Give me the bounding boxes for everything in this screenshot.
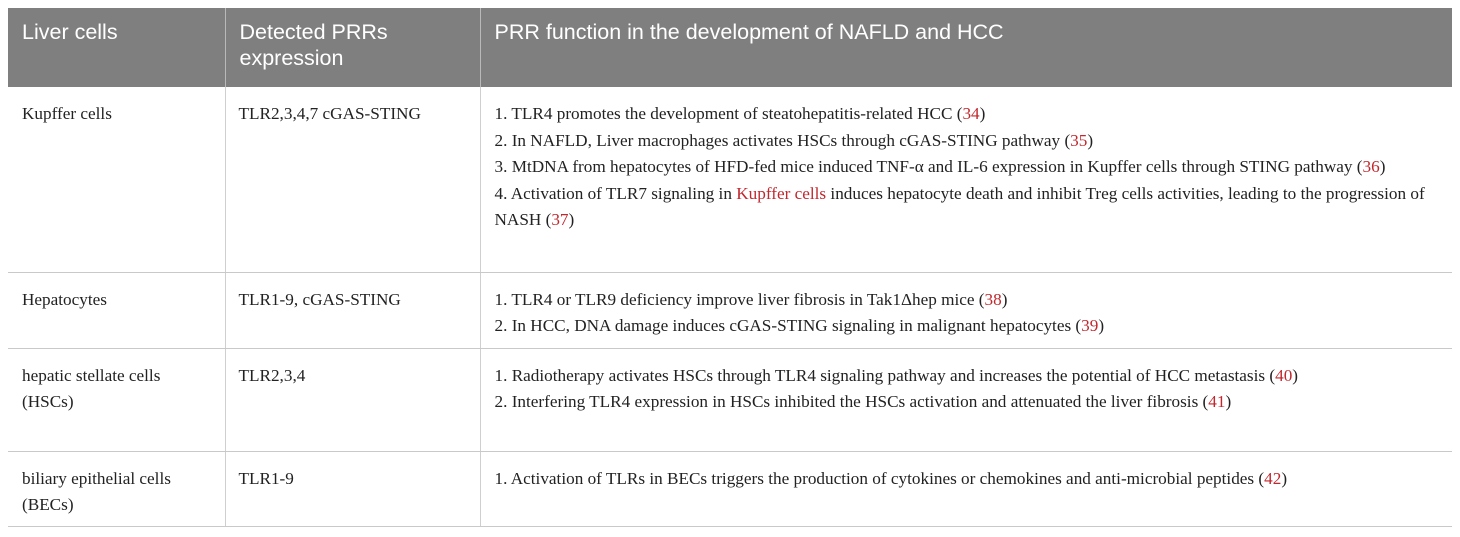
prr-expression: TLR1-9 [225,451,480,526]
reference-link[interactable]: 34 [962,104,980,123]
function-text: induces hepatocyte death and inhibit Treg cells activities, leading to the progression of NASH ( [494,183,1425,229]
reference-link[interactable]: 35 [1070,130,1088,150]
function-text: 4. Activation of TLR7 signaling in [494,183,737,203]
function-text: 1. Radiotherapy activates HSCs through TLR4 signaling pathway and increases the potential of HCC metastasis ( [494,365,1276,385]
prr-expression: TLR2,3,4,7 cGAS-STING [225,87,480,272]
reference-link[interactable]: 41 [1208,392,1226,411]
header-detected-prrs: Detected PRRs expression [225,8,480,87]
prr-function-cell [480,272,1452,348]
function-text: 2. In HCC, DNA damage induces cGAS-STING signaling in malignant hepatocytes ( [494,316,1082,335]
table-row [8,272,1452,348]
reference-link[interactable]: 37 [551,210,569,229]
prr-function-cell [480,87,1452,272]
table-row [8,87,1452,272]
function-text: 1. TLR4 promotes the development of steatohepatitis-related HCC ( [494,104,963,123]
function-tail: ) [1087,130,1094,150]
reference-link[interactable]: 38 [984,289,1002,309]
function-item [495,101,1441,128]
function-item [495,313,1441,340]
prr-expression: TLR2,3,4 [225,348,480,451]
table-row [8,348,1452,451]
reference-link[interactable]: 40 [1275,365,1293,385]
table-header [8,8,1452,87]
function-text: 2. Interfering TLR4 expression in HSCs inhibited the HSCs activation and attenuated the liver fibrosis ( [494,392,1209,411]
table-row [8,451,1452,526]
function-tail: ) [1001,289,1008,309]
header-liver-cells: Liver cells [8,8,225,87]
function-tail: ) [1281,468,1288,488]
function-tail: ) [979,104,986,123]
function-text: 3. MtDNA from hepatocytes of HFD-fed mice induced TNF-α and IL-6 expression in Kupffer cells through STING pathway ( [494,157,1363,176]
function-item [495,466,1441,493]
function-tail: ) [1292,365,1299,385]
reference-link[interactable]: 39 [1081,316,1099,335]
highlighted-term-link[interactable]: Kupffer cells [736,183,827,203]
prr-function-cell [480,451,1452,526]
function-item [495,287,1441,314]
function-item [495,128,1441,155]
function-text: 1. TLR4 or TLR9 deficiency improve liver fibrosis in Tak1Δhep mice ( [494,289,985,309]
prr-function-cell [480,348,1452,451]
function-item [495,154,1441,181]
function-tail: ) [568,210,575,229]
liver-cell-name: hepatic stellate cells (HSCs) [8,348,225,451]
prr-expression: TLR1-9, cGAS-STING [225,272,480,348]
liver-cell-name: Hepatocytes [8,272,225,348]
function-tail: ) [1379,157,1386,176]
header-prr-function: PRR function in the development of NAFLD and HCC [494,20,1004,44]
function-tail: ) [1098,316,1105,335]
function-item [495,389,1441,416]
reference-link[interactable]: 42 [1264,468,1282,488]
function-tail: ) [1225,392,1232,411]
prr-table [8,8,1452,527]
function-text: 2. In NAFLD, Liver macrophages activates HSCs through cGAS-STING pathway ( [494,130,1071,150]
function-item [495,363,1441,390]
table-body [8,87,1452,526]
header-row [8,8,1452,87]
function-text: 1. Activation of TLRs in BECs triggers the production of cytokines or chemokines and anti-microbial peptides ( [494,468,1265,488]
function-item [495,181,1441,234]
reference-link[interactable]: 36 [1362,157,1380,176]
liver-cell-name: Kupffer cells [8,87,225,272]
liver-cell-name: biliary epithelial cells (BECs) [8,451,225,526]
